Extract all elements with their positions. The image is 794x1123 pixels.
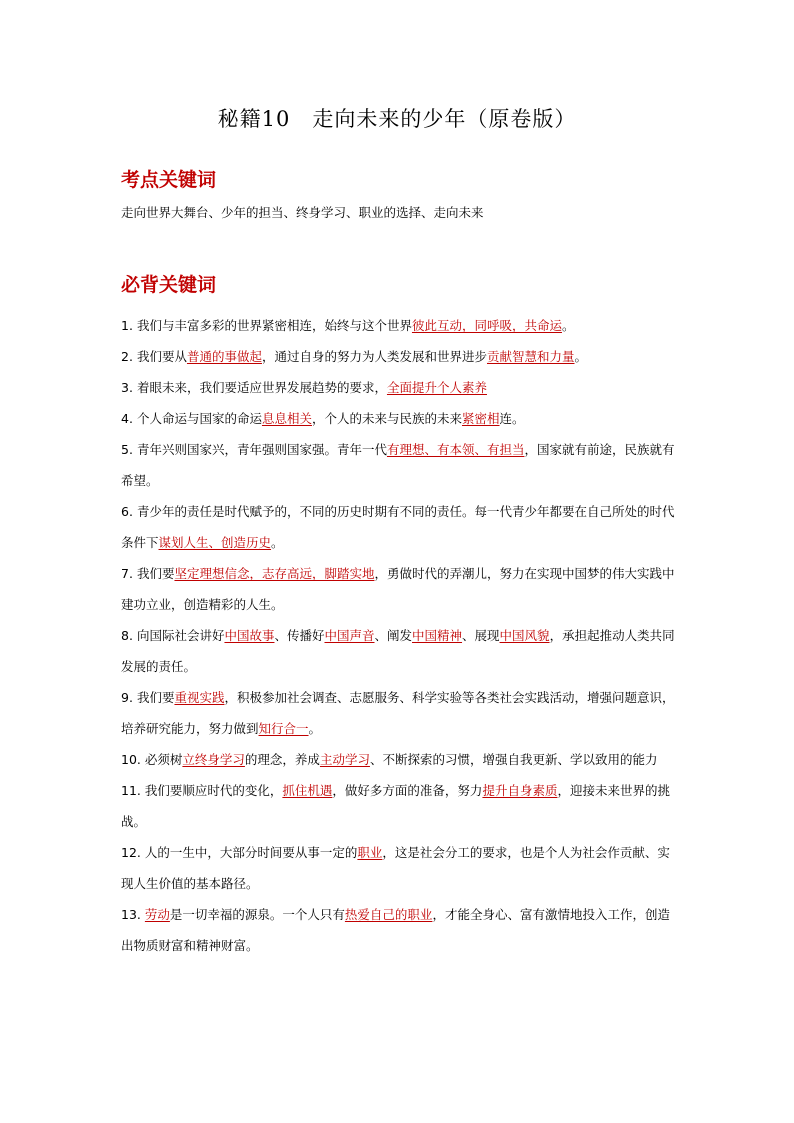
item-text: 、展现 [462, 628, 500, 643]
list-item [121, 775, 681, 837]
highlighted-keyword: 重视实践 [174, 690, 225, 705]
item-text: ，积极参加社会调查、志愿服务、科学实验等各类社会实践活动，增强问题意识，培养研究能力，努力做到 [121, 690, 675, 736]
item-text: 连。 [499, 411, 525, 426]
item-text: ，个人的未来与民族的未来 [311, 411, 462, 426]
item-text: 。 [574, 349, 588, 364]
list-item [121, 620, 681, 682]
highlighted-keyword: 彼此互动，同呼吸，共命运 [411, 318, 562, 333]
exam-keywords-text: 走向世界大舞台、少年的担当、终身学习、职业的选择、走向未来 [121, 205, 484, 220]
list-item [121, 372, 681, 403]
highlighted-keyword: 全面提升个人素养 [386, 380, 487, 395]
highlighted-keyword: 知行合一 [258, 721, 309, 736]
item-text: 、阐发 [374, 628, 413, 643]
item-number: 9. [121, 690, 133, 705]
item-text: 。 [308, 721, 322, 736]
highlighted-keyword: 贡献智慧和力量 [486, 349, 575, 364]
item-text: 、不断探索的习惯，增强自我更新、学以致用的能力 [369, 752, 658, 767]
item-text: 。 [561, 318, 575, 333]
item-number: 12. [121, 845, 141, 860]
section-heading-must-memorize: 必背关键词 [121, 274, 217, 296]
item-text: ，才能全身心、富有激情地投入工作，创造出物质财富和精神财富。 [121, 907, 670, 953]
highlighted-keyword: 热爱自己的职业 [344, 907, 433, 922]
highlighted-keyword: 坚定理想信念，志存高远，脚踏实地 [174, 566, 375, 581]
list-item [121, 496, 681, 558]
item-text: ，国家就有前途，民族就有希望。 [121, 442, 675, 488]
item-text: 我们要顺应时代的变化， [144, 783, 283, 798]
page-title: 秘籍10 走向未来的少年（原卷版） [217, 107, 577, 131]
item-text: 向国际社会讲好 [136, 628, 225, 643]
item-number: 10. [121, 752, 141, 767]
highlighted-keyword: 有理想、有本领、有担当 [386, 442, 525, 457]
highlighted-keyword: 主动学习 [319, 752, 370, 767]
highlighted-keyword: 抓住机遇 [282, 783, 333, 798]
highlighted-keyword: 普通的事做起 [186, 349, 262, 364]
item-text: ，这是社会分工的要求，也是个人为社会作贡献、实现人生价值的基本路径。 [121, 845, 670, 891]
item-text: ，做好多方面的准备，努力 [332, 783, 483, 798]
highlighted-keyword: 谋划人生、创造历史 [158, 535, 272, 550]
memorize-list [121, 310, 681, 961]
list-item [121, 899, 681, 961]
highlighted-keyword: 息息相关 [261, 411, 312, 426]
item-text: 青少年的责任是时代赋予的，不同的历史时期有不同的责任。每一代青少年都要在自己所处的时代条件下 [121, 504, 675, 550]
item-text: 。 [271, 535, 284, 550]
item-number: 5. [121, 442, 133, 457]
item-text: 人的一生中，大部分时间要从事一定的 [144, 845, 358, 860]
highlighted-keyword: 中国声音 [324, 628, 375, 643]
list-item [121, 403, 681, 434]
item-text: ，承担起推动人类共同发展的责任。 [121, 628, 675, 674]
list-item [121, 341, 681, 372]
item-text: 我们要从 [136, 349, 187, 364]
item-text: ，勇做时代的弄潮儿，努力在实现中国梦的伟大实践中建功立业，创造精彩的人生。 [121, 566, 675, 612]
item-text: 青年兴则国家兴，青年强则国家强。青年一代 [136, 442, 387, 457]
item-text: ，迎接未来世界的挑战。 [121, 783, 670, 829]
list-item [121, 310, 681, 341]
item-text: 个人命运与国家的命运 [136, 411, 262, 426]
highlighted-keyword: 提升自身素质 [482, 783, 558, 798]
list-item [121, 682, 681, 744]
item-text: 的理念，养成 [244, 752, 320, 767]
item-text: 我们与丰富多彩的世界紧密相连，始终与这个世界 [136, 318, 412, 333]
highlighted-keyword: 立终身学习 [182, 752, 245, 767]
item-number: 1. [121, 318, 133, 333]
list-item [121, 558, 681, 620]
highlighted-keyword: 中国故事 [224, 628, 275, 643]
section-heading-exam-keywords: 考点关键词 [121, 169, 217, 191]
item-text: 是一切幸福的源泉。一个人只有 [169, 907, 345, 922]
item-number: 4. [121, 411, 133, 426]
item-number: 6. [121, 504, 133, 519]
list-item [121, 744, 681, 775]
item-number: 2. [121, 349, 133, 364]
item-text: 必须树 [144, 752, 183, 767]
highlighted-keyword: 劳动 [144, 907, 170, 922]
item-number: 11. [121, 783, 141, 798]
item-number: 8. [121, 628, 133, 643]
item-number: 13. [121, 907, 141, 922]
highlighted-keyword: 中国风貌 [499, 628, 550, 643]
item-text: 、传播好 [274, 628, 325, 643]
list-item [121, 434, 681, 496]
item-text: 我们要 [136, 690, 175, 705]
item-number: 7. [121, 566, 133, 581]
list-item [121, 837, 681, 899]
item-number: 3. [121, 380, 133, 395]
highlighted-keyword: 紧密相 [461, 411, 500, 426]
highlighted-keyword: 中国精神 [412, 628, 463, 643]
item-text: 我们要 [136, 566, 175, 581]
highlighted-keyword: 职业 [357, 845, 383, 860]
item-text: 着眼未来，我们要适应世界发展趋势的要求， [136, 380, 387, 395]
item-text: ，通过自身的努力为人类发展和世界进步 [261, 349, 487, 364]
